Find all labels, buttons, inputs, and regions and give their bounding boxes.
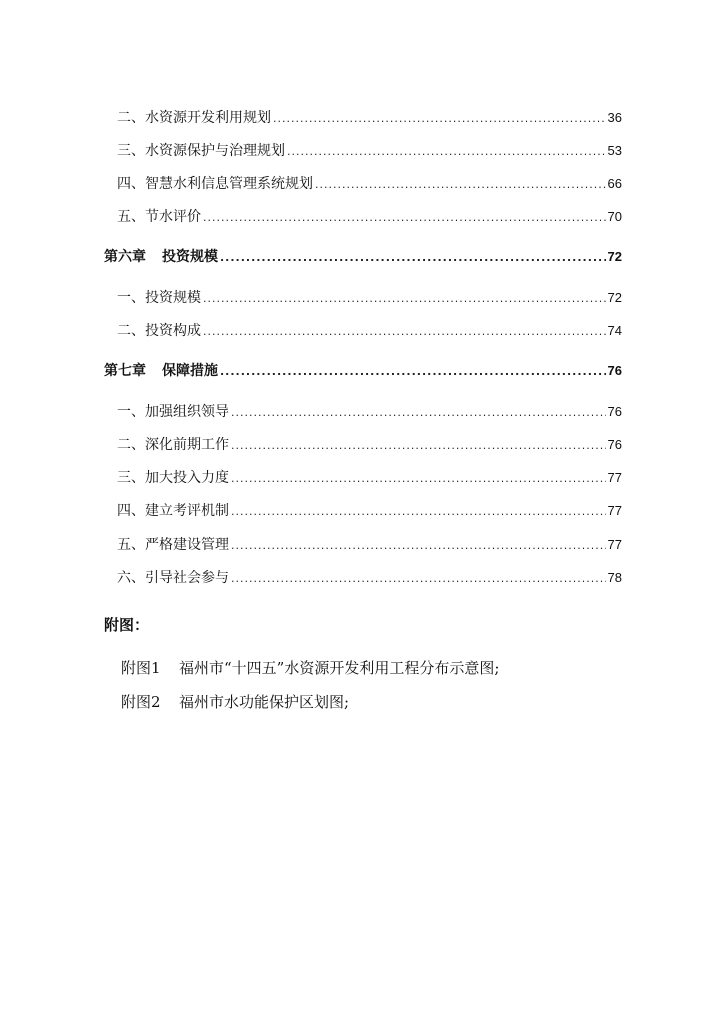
dot-leader [231, 505, 606, 518]
toc-entry-title: 水资源保护与治理规划 [145, 143, 285, 159]
appendix-item-text: 福州市“十四五”水资源开发利用工程分布示意图; [179, 659, 500, 677]
toc-entry-number: 六、 [117, 570, 145, 586]
toc-entry-number: 三、 [117, 143, 145, 159]
toc-chapter-page: 76 [607, 363, 622, 378]
toc-entry-title: 严格建设管理 [145, 537, 229, 553]
toc-entry-page: 77 [607, 503, 622, 518]
toc-entry-title: 投资构成 [145, 323, 201, 339]
toc-entry-page: 77 [607, 470, 622, 485]
toc-entry[interactable] [104, 107, 622, 127]
appendix-item-text: 福州市水功能保护区划图; [179, 693, 350, 711]
toc-entry-page: 76 [607, 437, 622, 452]
toc-entry-title: 深化前期工作 [145, 437, 229, 453]
toc-entry[interactable] [104, 206, 622, 226]
toc-entry[interactable] [104, 320, 622, 340]
toc-entry-number: 二、 [117, 437, 145, 453]
toc-chapter-number: 第六章 [104, 249, 146, 265]
toc-chapter-page: 72 [607, 249, 622, 264]
toc-entry-title: 智慧水利信息管理系统规划 [145, 176, 313, 192]
dot-leader [203, 211, 606, 224]
dot-leader [203, 292, 606, 305]
dot-leader [231, 572, 606, 585]
toc-entry-page: 72 [607, 290, 622, 305]
dot-leader [203, 325, 606, 338]
toc-entry[interactable] [104, 534, 622, 554]
dot-leader [231, 439, 606, 452]
toc-chapter-entry[interactable] [104, 246, 622, 266]
toc-chapter-entry[interactable] [104, 360, 622, 380]
appendix-heading: 附图： [104, 616, 150, 634]
toc-entry-number: 五、 [117, 209, 145, 225]
toc-entry-title: 加强组织领导 [145, 404, 229, 420]
toc-entry-number: 一、 [117, 290, 145, 306]
toc-entry-title: 投资规模 [145, 290, 201, 306]
toc-entry-page: 76 [607, 404, 622, 419]
dot-leader [231, 539, 606, 552]
dot-leader [220, 251, 606, 264]
toc-entry[interactable] [104, 567, 622, 587]
toc-entry-title: 加大投入力度 [145, 470, 229, 486]
toc-entry[interactable] [104, 173, 622, 193]
dot-leader [273, 112, 606, 125]
toc-entry-title: 引导社会参与 [145, 570, 229, 586]
toc-chapter-title: 保障措施 [162, 363, 218, 379]
toc-entry[interactable] [104, 434, 622, 454]
toc-entry-title: 水资源开发利用规划 [145, 110, 271, 126]
toc-entry-page: 77 [607, 537, 622, 552]
appendix-item[interactable] [121, 657, 499, 678]
toc-entry-page: 53 [607, 143, 622, 158]
toc-entry-number: 三、 [117, 470, 145, 486]
toc-entry-title: 节水评价 [145, 209, 201, 225]
dot-leader [220, 365, 606, 378]
dot-leader [287, 145, 606, 158]
toc-entry-number: 四、 [117, 503, 145, 519]
toc-chapter-number: 第七章 [104, 363, 146, 379]
toc-entry-number: 五、 [117, 537, 145, 553]
toc-entry-page: 78 [607, 570, 622, 585]
dot-leader [231, 472, 606, 485]
toc-entry-page: 66 [607, 176, 622, 191]
toc-entry-page: 74 [607, 323, 622, 338]
toc-entry-page: 36 [607, 110, 622, 125]
dot-leader [231, 406, 606, 419]
toc-entry[interactable] [104, 140, 622, 160]
appendix-item-label: 附图1 [121, 659, 161, 677]
toc-entry[interactable] [104, 500, 622, 520]
toc-entry-page: 70 [607, 209, 622, 224]
toc-entry-title: 建立考评机制 [145, 503, 229, 519]
toc-chapter-title: 投资规模 [162, 249, 218, 265]
toc-entry[interactable] [104, 401, 622, 421]
toc-entry-number: 二、 [117, 323, 145, 339]
appendix-item[interactable] [121, 691, 349, 712]
toc-entry-number: 一、 [117, 404, 145, 420]
dot-leader [315, 178, 606, 191]
toc-entry-number: 二、 [117, 110, 145, 126]
appendix-item-label: 附图2 [121, 693, 161, 711]
toc-entry[interactable] [104, 287, 622, 307]
toc-entry[interactable] [104, 467, 622, 487]
toc-entry-number: 四、 [117, 176, 145, 192]
